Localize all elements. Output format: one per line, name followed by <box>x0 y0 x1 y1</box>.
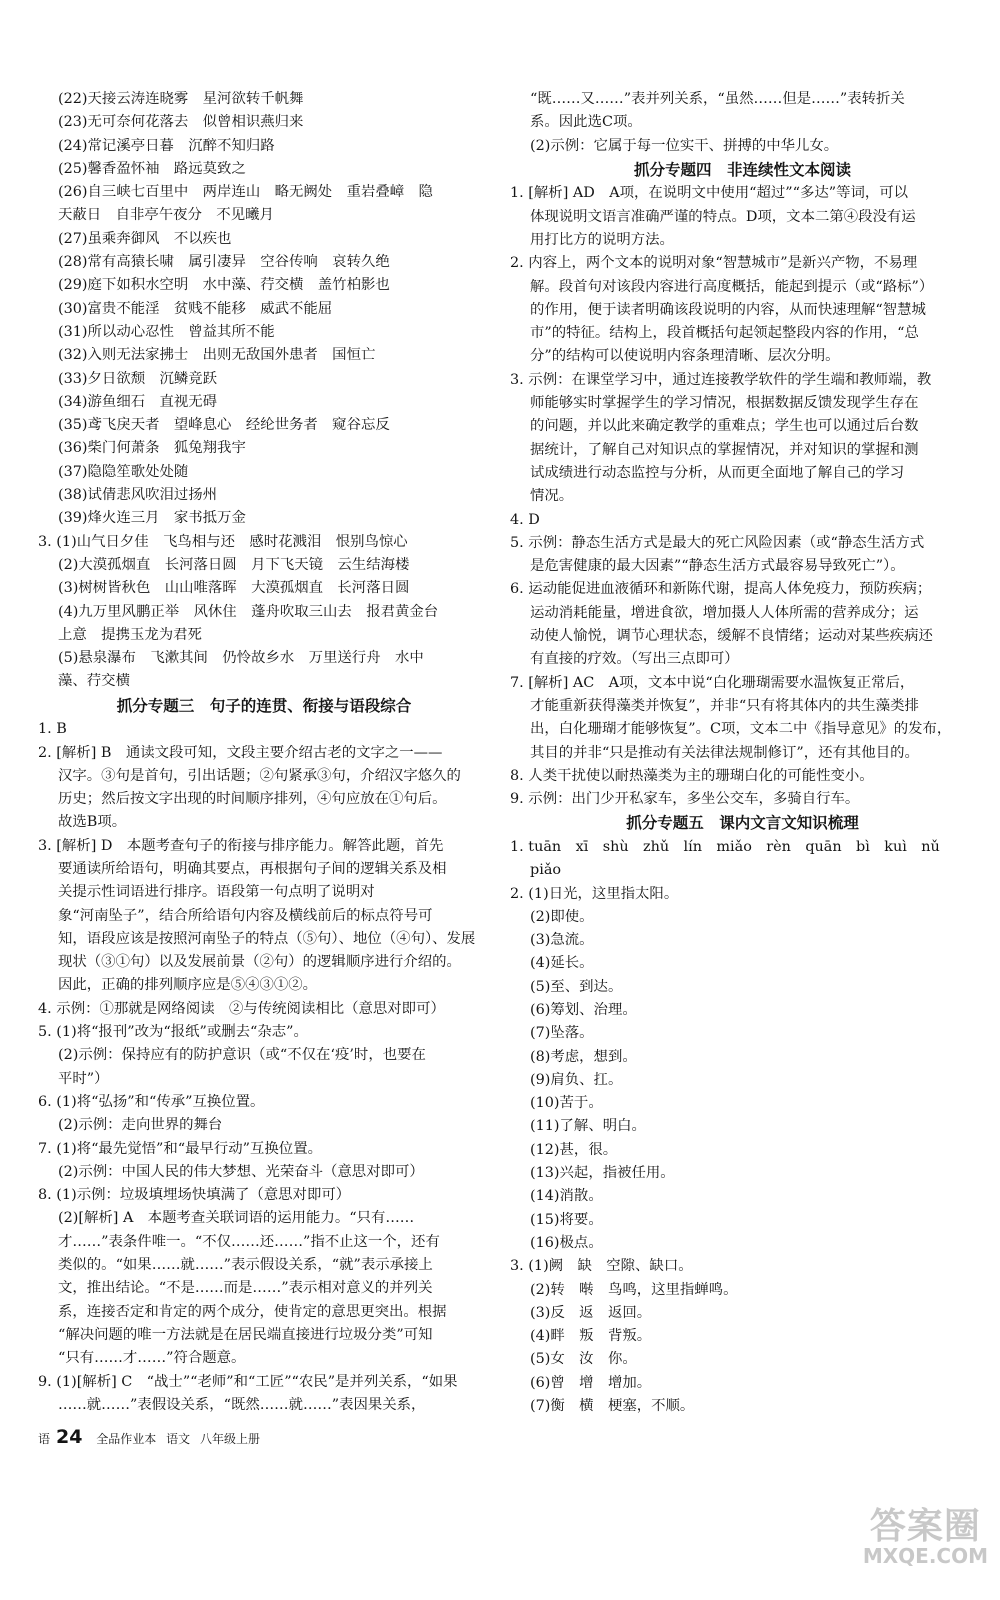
text-line: 师能够实时掌握学生的学习情况，根据数据反馈发现学生存在 <box>530 395 919 412</box>
book-title: 全品作业本 <box>96 1432 157 1446</box>
text-line: 1. [解析] AD A项，在说明文中使用“超过”“多达”等词，可以 <box>510 185 909 202</box>
text-line: piǎo <box>530 862 562 879</box>
text-line: 情况。 <box>530 488 574 505</box>
text-line: 2. [解析] B 通读文段可知，文段主要介绍古老的文字之一—— <box>38 744 443 761</box>
text-line: (11)了解、明白。 <box>530 1118 646 1135</box>
text-line: (2)示例：保持应有的防护意识（或“不仅在‘疫’时，也要在 <box>58 1047 426 1064</box>
text-line: (31)所以动心忍性 曾益其所不能 <box>58 323 275 340</box>
text-line: 有直接的疗效。（写出三点即可） <box>530 651 739 668</box>
text-line: “只有……才……”符合题意。 <box>58 1350 246 1367</box>
text-line: 出，白化珊瑚才能够恢复”。C项，文本二中《指导意见》的发布， <box>530 721 952 738</box>
watermark-logo <box>863 1508 988 1567</box>
text-line: 解。段首句对该段内容进行高度概括，能起到提示（或“路标”） <box>530 278 934 295</box>
text-line: (35)鸢飞戾天者 望峰息心 经纶世务者 窥谷忘反 <box>58 417 390 434</box>
watermark-url: MXQE.COM <box>862 1543 988 1568</box>
text-line: (24)常记溪亭日暮 沉醉不知归路 <box>58 137 275 154</box>
text-line: 8. (1)示例：垃圾填埋场快填满了（意思对即可） <box>38 1187 351 1204</box>
text-line: 汉字。③句是首句，引出话题；②句紧承③句，介绍汉字悠久的 <box>58 767 461 784</box>
text-line: (5)悬泉瀑布 飞漱其间 仍怜故乡水 万里送行舟 水中 <box>58 650 424 667</box>
text-line: (10)苦于。 <box>530 1095 603 1112</box>
text-line: 历史；然后按文字出现的时间顺序排列，④句应放在①句后。 <box>58 791 447 808</box>
text-line: (2)示例：它属于每一位实干、拼搏的中华儿女。 <box>530 137 839 154</box>
text-line: (33)夕日欲颓 沉鳞竞跃 <box>58 370 218 387</box>
page-number: 24 <box>56 1426 83 1448</box>
text-line: 才……”表条件唯一。“不仅……还……”指不止这一个，还有 <box>58 1233 440 1250</box>
text-line: 知，语段应该是按照河南坠子的特点（⑤句）、地位（④句）、发展 <box>58 930 476 947</box>
text-line: 3. [解析] D 本题考查句子的衔接与排序能力。解答此题，首先 <box>38 837 444 854</box>
text-line: 1. tuān xī shù zhǔ lín miǎo rèn quān bì kuì nǔ <box>510 838 940 855</box>
text-line: (38)试倩悲风吹泪过扬州 <box>58 487 218 504</box>
text-line: 7. (1)将“最先觉悟”和“最早行动”互换位置。 <box>38 1140 322 1157</box>
text-line: 4. D <box>510 511 540 528</box>
text-line: 文，推出结论。“不是……而是……”表示相对意义的并列关 <box>58 1280 433 1297</box>
text-line: (2)转 啭 鸟鸣，这里指蝉鸣。 <box>530 1281 738 1298</box>
text-line: (2)示例：中国人民的伟大梦想、光荣奋斗（意思对即可） <box>58 1163 424 1180</box>
text-line: (25)馨香盈怀袖 路远莫致之 <box>58 160 246 177</box>
text-line: (37)隐隐笙歌处处随 <box>58 463 189 480</box>
text-line: (9)肩负、扛。 <box>530 1071 623 1088</box>
text-line: 3. (1)山气日夕佳 飞鸟相与还 感时花溅泪 恨别鸟惊心 <box>38 533 408 550</box>
text-line: 9. (1)[解析] C “战士”“老师”和“工匠”“农民”是并列关系，“如果 <box>38 1373 458 1390</box>
text-line: 的问题，并以此来确定教学的重难点；学生也可以通过后台数 <box>530 418 919 435</box>
text-line: (30)富贵不能淫 贫贱不能移 威武不能屈 <box>58 300 333 317</box>
text-line: “解决问题的唯一方法就是在居民端直接进行垃圾分类”可知 <box>58 1326 433 1343</box>
text-line: (4)畔 叛 背叛。 <box>530 1328 652 1345</box>
text-line: 6. 运动能促进血液循环和新陈代谢，提高人体免疫力，预防疾病； <box>510 581 932 598</box>
text-line: (2)大漠孤烟直 长河落日圆 月下飞天镜 云生结海楼 <box>58 556 410 573</box>
text-line: (8)考虑，想到。 <box>530 1048 637 1065</box>
text-line: (39)烽火连三月 家书抵万金 <box>58 510 246 527</box>
text-line: 关提示性词语进行排序。语段第一句点明了说明对 <box>58 884 375 901</box>
text-line: “既……又……”表并列关系，“虽然……但是……”表转折关 <box>530 91 905 107</box>
text-line: (15)将要。 <box>530 1211 603 1228</box>
section-heading: 抓分专题三 句子的连贯、衔接与语段综合 <box>116 696 412 715</box>
text-line: 用打比方的说明方法。 <box>530 231 674 248</box>
text-line: 象“河南坠子”，结合所给语句内容及横线前后的标点符号可 <box>58 907 433 924</box>
text-line: 2. (1)日光，这里指太阳。 <box>510 885 679 902</box>
text-line: 9. 示例：出门少开私家车，多坐公交车，多骑自行车。 <box>510 791 860 808</box>
text-line: 3. 示例：在课堂学习中，通过连接教学软件的学生端和教师端，教 <box>510 371 932 388</box>
text-line: (4)延长。 <box>530 955 594 972</box>
text-line: 市”的特征。结构上，段首概括句起领起整段内容的作用，“总 <box>530 325 919 342</box>
text-line: (4)九万里风鹏正举 风休住 蓬舟吹取三山去 报君黄金台 <box>58 603 439 620</box>
text-line: (26)自三峡七百里中 两岸连山 略无阙处 重岩叠嶂 隐 <box>58 184 433 201</box>
text-line: 故选B项。 <box>58 814 127 831</box>
text-line: (3)急流。 <box>530 932 594 949</box>
text-line: 分”的结构可以使说明内容条理清晰、层次分明。 <box>530 348 840 365</box>
text-line: (13)兴起，指被任用。 <box>530 1165 675 1182</box>
text-line: 试成绩进行动态监控与分析，从而更全面地了解自己的学习 <box>530 464 905 481</box>
text-line: 要通读所给语句，明确其要点，再根据句子间的逻辑关系及相 <box>58 861 447 877</box>
text-line: 因此，正确的排列顺序应是⑤④③①②。 <box>58 977 318 994</box>
text-line: 2. 内容上，两个文本的说明对象“智慧城市”是新兴产物，不易理 <box>510 255 918 272</box>
text-line: (28)常有高猿长啸 属引凄异 空谷传响 哀转久绝 <box>58 254 390 271</box>
text-line: 1. B <box>38 721 67 738</box>
watermark-title: 答案圈 <box>869 1506 981 1547</box>
text-line: 系。因此选C项。 <box>530 114 642 131</box>
text-line: (29)庭下如积水空明 水中藻、荇交横 盖竹柏影也 <box>58 277 390 294</box>
text-line: ……就……”表假设关系，“既然……就……”表因果关系， <box>58 1396 426 1413</box>
text-line: 类似的。“如果……就……”表示假设关系，“就”表示承接上 <box>58 1257 433 1274</box>
text-line: 4. 示例：①那就是网络阅读 ②与传统阅读相比（意思对即可） <box>38 1000 445 1017</box>
text-line: (32)入则无法家拂士 出则无敌国外患者 国恒亡 <box>58 347 376 364</box>
text-line: 藻、荇交横 <box>58 673 130 690</box>
text-line: 7. [解析] AC A项，文本中说“白化珊瑚需要水温恢复正常后， <box>510 674 915 691</box>
text-line: 才能重新获得藻类并恢复”，并非“只有将其体内的共生藻类排 <box>530 697 919 714</box>
subject-label: 语文 <box>166 1432 191 1446</box>
page-footer <box>38 1426 266 1448</box>
text-line: 是危害健康的最大因素”“静态生活方式最容易导致死亡”）。 <box>530 558 905 575</box>
text-line: 据统计，了解自己对知识点的掌握情况，并对知识的掌握和测 <box>530 441 919 458</box>
text-line: 5. 示例：静态生活方式是最大的死亡风险因素（或“静态生活方式 <box>510 534 925 551</box>
footer-prefix: 语 <box>38 1432 51 1446</box>
text-line: 天蔽日 自非亭午夜分 不见曦月 <box>58 207 274 224</box>
text-line: (6)曾 增 增加。 <box>530 1374 652 1391</box>
text-line: (12)甚，很。 <box>530 1141 618 1158</box>
text-line: (7)坠落。 <box>530 1025 594 1042</box>
text-line: 6. (1)将“弘扬”和“传承”互换位置。 <box>38 1093 265 1110</box>
text-line: (34)游鱼细石 直视无碍 <box>58 393 218 410</box>
text-line: (27)虽乘奔御风 不以疾也 <box>58 230 232 247</box>
text-line: (2)示例：走向世界的舞台 <box>58 1117 223 1134</box>
text-line: (2)即使。 <box>530 908 594 925</box>
text-line: 5. (1)将“报刊”改为“报纸”或删去“杂志”。 <box>38 1024 308 1041</box>
text-line: (5)女 汝 你。 <box>530 1351 637 1368</box>
grade-label: 八年级上册 <box>199 1432 260 1446</box>
text-line: (3)树树皆秋色 山山唯落晖 大漠孤烟直 长河落日圆 <box>58 580 410 597</box>
text-line: (16)极点。 <box>530 1234 603 1251</box>
text-line: 现状（③①句）以及发展前景（②句）的逻辑顺序进行介绍的。 <box>58 954 461 971</box>
text-line: 动使人愉悦，调节心理状态，缓解不良情绪；运动对某些疾病还 <box>530 628 933 645</box>
section-heading: 抓分专题四 非连续性文本阅读 <box>633 160 851 179</box>
section-heading: 抓分专题五 课内文言文知识梳理 <box>626 814 859 833</box>
text-line: (7)衡 横 梗塞，不顺。 <box>530 1398 695 1415</box>
text-line: (23)无可奈何花落去 似曾相识燕归来 <box>58 114 304 131</box>
text-line: 其目的并非“只是推动有关法律法规制修订”，还有其他目的。 <box>530 744 919 761</box>
text-line: 体现说明文语言准确严谨的特点。D项，文本二第④段没有运 <box>530 208 916 225</box>
text-line: 系，连接否定和肯定的两个成分，使肯定的意思更突出。根据 <box>58 1303 447 1320</box>
text-line: 3. (1)阙 缺 空隙、缺口。 <box>510 1258 693 1275</box>
text-line: 平时”） <box>58 1070 109 1087</box>
text-line: 8. 人类干扰使以耐热藻类为主的珊瑚白化的可能性变小。 <box>510 767 874 784</box>
text-line: (5)至、到达。 <box>530 978 623 995</box>
text-line: (14)消散。 <box>530 1188 603 1205</box>
text-line: (2)[解析] A 本题考查关联词语的运用能力。“只有…… <box>58 1210 415 1227</box>
text-line: (3)反 返 返回。 <box>530 1304 652 1321</box>
text-line: (36)柴门何萧条 狐兔翔我宇 <box>58 440 246 457</box>
text-line: 的作用，便于读者明确该段说明的内容，从而快速理解“智慧城 <box>530 301 926 318</box>
left-column <box>38 88 490 1417</box>
right-column <box>510 88 975 1418</box>
text-line: 上意 提携玉龙为君死 <box>58 626 202 643</box>
text-line: 运动消耗能量，增进食欲，增加摄人人体所需的营养成分；运 <box>530 604 919 621</box>
text-line: (22)天接云涛连晓雾 星河欲转千帆舞 <box>58 91 304 107</box>
text-line: (6)筹划、治理。 <box>530 1001 637 1018</box>
